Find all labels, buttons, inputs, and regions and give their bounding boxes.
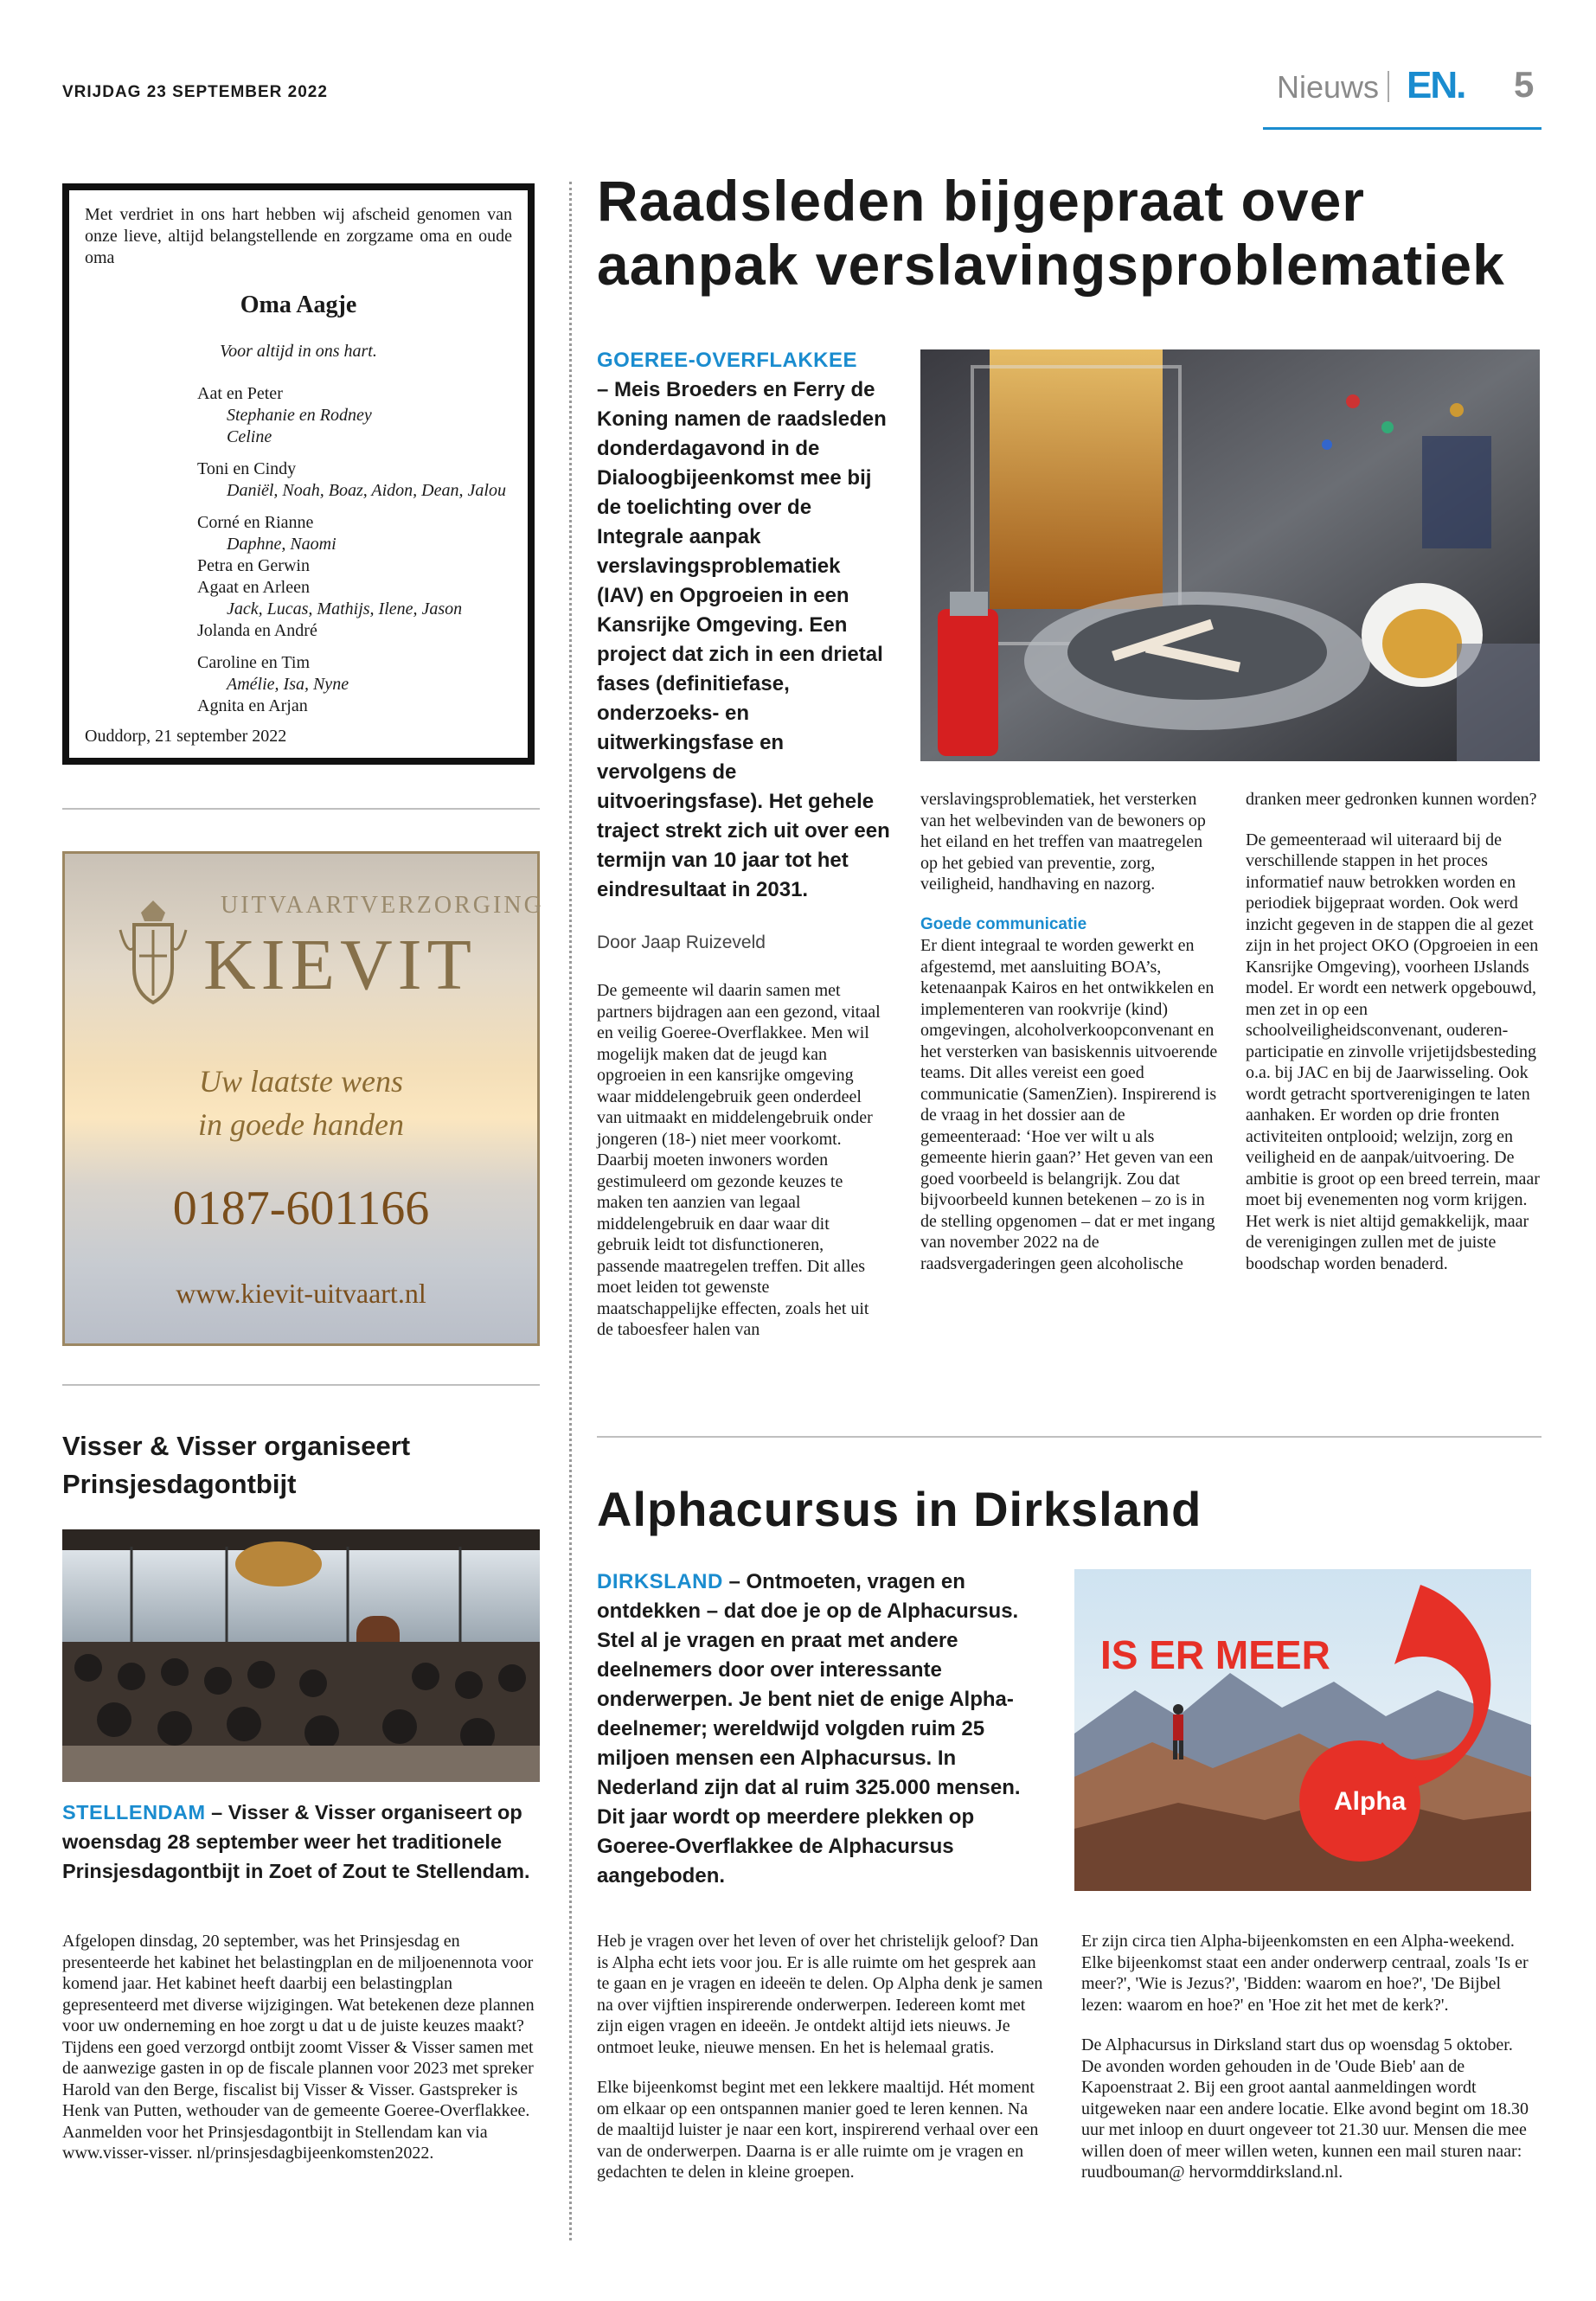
obituary-intro: Met verdriet in ons hart hebben wij afscheid genomen van onze lieve, altijd belangstellende en zorgzame oma en oude oma (85, 205, 512, 267)
family-children: Jack, Lucas, Mathijs, Ilene, Jason (227, 599, 463, 619)
header-divider (1388, 71, 1389, 102)
family-group (197, 652, 512, 717)
family-parents: Toni en Cindy (197, 459, 297, 478)
family-parents: Agaat en Arleen (197, 578, 310, 597)
alpha-advertisement[interactable] (1074, 1569, 1531, 1891)
obituary-notice (62, 183, 535, 765)
alpha-ad-text: IS ER MEER (1100, 1632, 1330, 1677)
section-rule (62, 808, 540, 810)
section-title: Nieuws (1277, 69, 1380, 105)
family-parents: Petra en Gerwin (197, 556, 310, 575)
header-rule (1263, 127, 1542, 130)
ad-url[interactable]: www.kievit-uitvaart.nl (176, 1278, 426, 1309)
article-headline: Alphacursus in Dirksland (597, 1482, 1202, 1536)
section-rule (62, 1384, 540, 1386)
family-list (197, 383, 512, 717)
family-children: Amélie, Isa, Nyne (227, 675, 349, 694)
family-group (197, 383, 512, 448)
family-parents: Agnita en Arjan (197, 696, 308, 715)
crest-icon (115, 895, 191, 1008)
article-byline: Door Jaap Ruizeveld (597, 933, 766, 952)
alpha-logo: Alpha (1334, 1787, 1407, 1816)
family-parents: Corné en Rianne (197, 513, 314, 532)
article-headline: Raadsleden bijgepraat over aanpak verslavingsproblematiek (597, 169, 1505, 297)
family-children: Celine (227, 427, 272, 446)
article-column: Heb je vragen over het leven of over het christelijk geloof? Dan is Alpha echt iets voor jou. Er is alle ruimte om het gesprek aan te gaan en je vragen en ideeën te delen. Op Alpha denk je samen na over vijftien inspirerende onderwerpen. Iedereen komt met zijn eigen vragen en ideeën. Je ontdekt altijd iets nieuws. Je ontmoet leuke, nieuwe mensen. En het is helemaal gratis. Elke bijeenkomst begint met een lekkere maaltijd. Hét moment om elkaar op een ontspannen manier goed te leren kennen. Na de maaltijd luister je naar een kort, inspirerend verhaal over een van de onderwerpen. Daarna is er alle ruimte om je vragen en gedachten te delen in kleine groepen. (597, 1932, 1043, 2182)
ad-top-text: UITVAARTVERZORGING (221, 892, 544, 919)
ad-slogan: Uw laatste wens in goede handen (198, 1064, 404, 1143)
newspaper-logo: EN. (1407, 64, 1465, 106)
article-location: STELLENDAM (62, 1801, 206, 1823)
issue-date: VRIJDAG 23 SEPTEMBER 2022 (62, 83, 328, 101)
article-lead: GOEREE-OVERFLAKKEE – Meis Broeders en Ferry de Koning namen de raadsleden donderdagavond in de Dialoogbijeenkomst mee bij de toelichting over de Integrale aanpak verslavingsproblematiek (IAV) en Opgroeien in een Kansrijke Omgeving. Een project dat zich in een drietal fases (definitiefase, onderzoeks- en uitwerkingsfase en vervolgens de uitvoeringsfase). Het gehele traject strekt zich uit over een termijn van 10 jaar tot het eindresultaat in 2031. (597, 349, 890, 901)
article-location: GOEREE-OVERFLAKKEE (597, 349, 858, 372)
article-column: verslavingsproblematiek, het versterken van het welbevinden van de bewoners op het eiland en het treffen van maatregelen op het gebied van preventie, zorg, veiligheid, handhaving en nazorg. Goede communicatie Er dient integraal te worden gewerkt en afgestemd, met aansluiting BOA’s, ketenaanpak Kairos en het ontwikkelen en implementeren van rookvrije (kind) omgevingen, alcoholverkoopconvenant en het versterken van basiskennis uitvoerende teams. Dit alles vereist een goed communicatie (SamenZien). Inspirerend is de vraag in het dossier aan de gemeenteraad: ‘Hoe ver wilt u als gemeente hierin gaan?’ Het geven van een goed voorbeeld is belangrijk. Zou dat bijvoorbeeld kunnen betekenen – zo is in de stelling opgenomen – dat er met ingang van november 2022 na de raadsvergaderingen geen alcoholische (920, 790, 1218, 1273)
obituary-place-date: Ouddorp, 21 september 2022 (85, 727, 287, 746)
article-column: De gemeente wil daarin samen met partners bijdragen aan een gezond, vitaal en veilig Goeree-Overflakkee. Men wil mogelijk maken dat de jeugd kan opgroeien in een kansrijke omgeving waar middelengebruik geen onderdeel van uitmaakt en middelengebruik onder jongeren (18-) niet meer voorkomt. Daarbij moeten inwoners worden gestimuleerd om gezonde keuzes te maken ten aanzien van legaal middelengebruik en daar waar dit gebruik leidt tot disfunctioneren, passende maatregelen treffen. Dit alles moet leiden tot gewenste maatschappelijke effecten, zoals het uit de taboesfeer halen van (597, 981, 881, 1339)
family-group (197, 512, 512, 642)
section-rule (597, 1436, 1542, 1438)
article-intertitle: Goede communicatie (920, 914, 1087, 933)
article-lead: DIRKSLAND – Ontmoeten, vragen en ontdekken – dat doe je op de Alphacursus. Stel al je vragen en praat met andere deelnemers door over interessante onderwerpen. Je bent niet de enige Alpha-deelnemer; wereldwijd volgden ruim 25 miljoen mensen een Alphacursus. In Nederland zijn dat al ruim 325.000 mensen. Dit jaar wordt op meerdere plekken op Goeree-Overflakkee de Alphacursus aangeboden. (597, 1570, 1021, 1888)
article-body: Afgelopen dinsdag, 20 september, was het Prinsjesdag en presenteerde het kabinet het belastingplan en de miljoenennota voor komend jaar. Het kabinet heeft daarbij een belastingplan gepresenteerd met diverse wijzigingen. Wat betekenen deze plannen voor uw onderneming en hoe zorgt u dat u de juiste keuzes maakt? Tijdens een goed verzorgd ontbijt zoomt Visser & Visser samen met de aanwezige gasten in op de fiscale plannen voor 2023 met spreker Harold van den Berge, fiscalist bij Visser & Visser. Gastspreker is Henk van Putten, wethouder van de gemeente Goeree-Overflakkee. Aanmelden voor het Prinsjesdagontbijt in Stellendam kan via www.visser-visser. nl/prinsjesdagbijeenkomsten2022. (62, 1932, 535, 2163)
addiction-photo (920, 349, 1540, 761)
family-children: Daniël, Noah, Boaz, Aidon, Dean, Jalou (227, 481, 506, 500)
family-children: Daphne, Naomi (227, 535, 337, 554)
page-number: 5 (1514, 64, 1535, 105)
kievit-advertisement[interactable] (62, 851, 544, 1346)
article-lead: STELLENDAM – Visser & Visser organiseert op woensdag 28 september weer het traditionele Prinsjesdagontbijt in Zoet of Zout te Stellendam. (62, 1801, 530, 1882)
family-children: Stephanie en Rodney (227, 406, 372, 425)
article-column: Er zijn circa tien Alpha-bijeenkomsten en een Alpha-weekend. Elke bijeenkomst staat een ander onderwerp centraal, zoals 'Is er meer?', 'Wie is Jezus?', 'Bidden: waarom en hoe?', 'De Bijbel lezen: waarom en hoe?' en 'Hoe zit het met de kerk?'. De Alphacursus in Dirksland start dus op woensdag 5 oktober. De avonden worden gehouden in de 'Oude Bieb' aan de Kapoenstraat 2. Bij een groot aantal aanmeldingen wordt uitgeweken naar een andere locatie. Elke avond begint om 18.30 uur met inloop en duurt ongeveer tot 21.30 uur. Mensen die mee willen doen of meer willen weten, kunnen een mail sturen naar: ruudbouman@ hervormddirksland.nl. (1081, 1932, 1529, 2182)
column-divider (569, 182, 572, 2240)
article-column: dranken meer gedronken kunnen worden? De gemeenteraad wil uiteraard bij de verschillende stappen in het proces informatief nauw betrokken worden en periodiek bijgepraat worden. Ook werd inzicht gegeven in de stappen die al gezet zijn in het project OKO (Opgroeien in een Kansrijke Omgeving), voorheen IJslands model. Er wordt een netwerk opgebouwd, men zet in op een schoolveiligheidsconvenant, ouderen-participatie en zinvolle vrijetijdsbesteding o.a. bij JAC en bij de Jaarwisseling. Ook wordt getracht sportverenigingen te laten aanhaken. Er worden op drie fronten activiteiten ontplooid; welzijn, zorg en veiligheid en de aanpak/uitvoering. De ambitie is groot op een breed terrein, maar moet bij evenementen nog vorm krijgen. Het werk is niet altijd gemakkelijk, maar de verenigingen zullen met de juiste boodschap worden benaderd. (1246, 790, 1540, 1273)
family-parents: Jolanda en André (197, 621, 317, 640)
ad-phone[interactable]: 0187-601166 (172, 1182, 430, 1235)
obituary-name: Oma Aagje (240, 292, 357, 318)
family-parents: Caroline en Tim (197, 653, 311, 672)
breakfast-event-photo (62, 1529, 540, 1782)
ad-company-name: KIEVIT (203, 925, 477, 1005)
family-parents: Aat en Peter (197, 384, 283, 403)
family-group (197, 458, 512, 502)
article-headline: Visser & Visser organiseert Prinsjesdagontbijt (62, 1431, 411, 1499)
obituary-motto: Voor altijd in ons hart. (220, 342, 377, 361)
article-location: DIRKSLAND (597, 1570, 723, 1593)
